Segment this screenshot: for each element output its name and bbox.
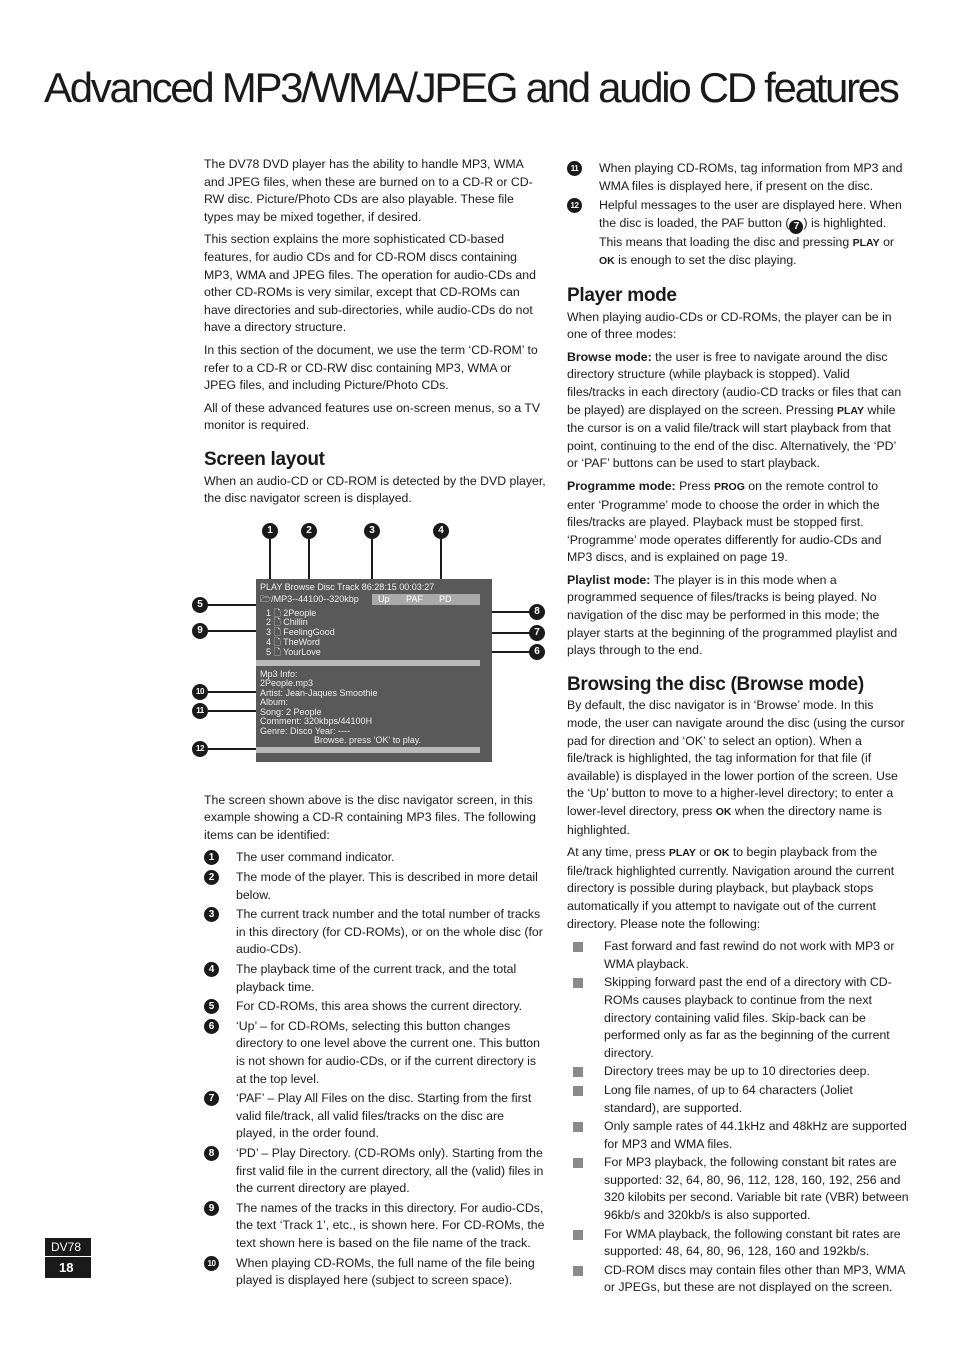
number-badge: 9 [204,1201,219,1216]
item-text: ‘PD’ – Play Directory. (CD-ROMs only). Starting from the first valid file in the current directory, all the (valid) files in the current directory are played. [236,1145,544,1196]
item-text: For CD-ROMs, this area shows the current directory. [236,999,523,1014]
list-item [204,1255,546,1290]
bullet-text: CD-ROM discs may contain files other than MP3, WMA or JPEGs, but these are not displayed on the screen. [604,1262,905,1295]
list-item [567,197,909,271]
bullet-item [567,938,909,973]
file-icon: 🗋 [271,637,284,648]
track-row[interactable] [266,648,321,658]
callout-10: 10 [192,684,208,700]
item-text: When playing CD-ROMs, the full name of the file being played is displayed here (subject to screen space). [236,1255,535,1288]
list-item [204,998,546,1016]
directory-path: /MP3--44100--320kbp [271,593,359,604]
number-badge: 1 [204,850,219,865]
item-text: The playback time of the current track, and the total playback time. [236,962,517,994]
bullet-text: For WMA playback, the following constant bit rates are supported: 48, 64, 80, 96, 128, 160 and 192kb/s. [604,1226,901,1259]
item-text: ‘PAF’ – Play All Files on the disc. Starting from the first valid file/track, all valid files/tracks on the disc are played, in the order found. [236,1091,532,1141]
bullet-square-icon [573,942,583,952]
list-item [204,1145,546,1198]
number-badge: 12 [567,198,582,213]
file-icon: 🗋 [271,627,284,638]
screen-layout-heading: Screen layout [204,448,325,470]
list-item [204,869,546,904]
intro-paragraph: All of these advanced features use on-screen menus, so a TV monitor is required. [204,400,541,433]
info-line: Artist: Jean-Jaques Smoothie [260,687,378,698]
bullet-text: For MP3 playback, the following constant bit rates are supported: 32, 64, 80, 96, 112, 128, 160, 192, 256 and 320 kilobits per second. Variable bit rate (VBR) between 96kb/s and 320kb/s is also supported. [604,1155,909,1223]
model-label: DV78 [45,1238,91,1256]
file-icon: 🗋 [271,646,284,657]
callout-9: 9 [192,623,208,639]
item-list [204,849,546,1289]
divider-bar [256,660,480,666]
file-icon: 🗋 [271,617,284,628]
bullet-square-icon [573,1158,583,1168]
callout-6: 6 [529,644,545,660]
number-badge: 7 [204,1091,219,1106]
number-badge: 2 [204,870,219,885]
bullet-square-icon [573,1086,583,1096]
number-badge: 4 [204,962,219,977]
callout-1: 1 [262,523,278,539]
up-button[interactable]: Up [378,593,390,604]
bullet-text: Skipping forward past the end of a directory with CD-ROMs causes playback to continue from the next directory containing valid files. Skip-back can be performed only as far as the beginning of the current directory. [604,975,892,1060]
item-text: The names of the tracks in this directory. For audio-CDs, the text ‘Track 1’, etc., is shown here. For CD-ROMs, the text shown here is based on the file name of the track. [236,1200,545,1250]
page-title: Advanced MP3/WMA/JPEG and audio CD features [44,64,898,111]
bullet-item [567,1082,909,1117]
callout-8: 8 [529,604,545,620]
track-name: TheWord [283,637,320,648]
list-item [204,1018,546,1088]
item-text: The current track number and the total number of tracks in this directory (for CD-ROMs), or on the whole disc (for audio-CDs). [236,907,543,957]
list-item [204,1090,546,1143]
callout-4: 4 [433,523,449,539]
callout-2: 2 [301,523,317,539]
right-column [567,160,909,1298]
divider-bar [256,747,480,753]
callout-11: 11 [192,703,208,719]
bullet-square-icon [573,1230,583,1240]
bullet-text: Long file names, of up to 64 characters (Joliet standard), are supported. [604,1082,853,1115]
list-item [204,849,546,867]
item-text: The user command indicator. [236,850,395,865]
help-message: Browse. press ‘OK’ to play. [314,735,422,746]
info-line: Genre: Disco Year: ---- [260,725,351,736]
track-number: 2 [266,617,272,628]
page-footer [45,1238,91,1278]
track-name: Chillin [283,617,308,628]
paf-button[interactable]: PAF [406,593,423,604]
programme-mode-paragraph: Programme mode: Press PROG on the remote control to enter ‘Programme’ mode to choose the order in which the files/tracks are played. Playback must be stopped first. ‘Programme’ mode operates differently for audio-CDs and MP3 discs, and is explained on page 19. [567,478,882,565]
browsing-heading: Browsing the disc (Browse mode) [567,673,864,695]
pd-button[interactable]: PD [439,593,452,604]
callout-3: 3 [364,523,380,539]
player-mode-intro: When playing audio-CDs or CD-ROMs, the player can be in one of three modes: [567,309,892,342]
track-number: 4 [266,637,272,648]
info-line: Mp3 Info: [260,668,298,679]
folder-icon: 🗁 [260,593,272,604]
intro-paragraph: The DV78 DVD player has the ability to handle MP3, WMA and JPEG files, when these are burned on to a CD-R or CD-RW disc. Picture/Photo CDs are also playable. These file types may be mixed together, if desired. [204,157,533,224]
info-line: Album: [260,697,289,708]
player-mode-heading: Player mode [567,284,677,306]
callout-12: 12 [192,741,208,757]
number-badge: 5 [204,999,219,1014]
item-text: ‘Up’ – for CD-ROMs, selecting this button changes directory to one level above the current one. This button is not shown for audio-CDs, or if the current directory is at the top level. [236,1018,540,1086]
left-column [196,156,546,1292]
bullet-item [567,974,909,1062]
bullet-text: Only sample rates of 44.1kHz and 48kHz are supported for MP3 and WMA files. [604,1119,907,1151]
track-number: 1 [266,607,272,618]
browse-mode-paragraph: Browse mode: the user is free to navigate around the disc directory structure (while playback is stopped). Valid files/tracks in each directory (audio-CD tracks or files that can be played) are displayed on the screen. Pressing PLAY while the cursor is on a valid file/track will start playback from that point, continuing to the end of the disc. Alternatively, the ‘PD’ or ‘PAF’ buttons can be used to start playback. [567,349,902,471]
info-filename: 2People.mp3 [260,678,314,689]
status-line: PLAY Browse Disc Track 86:28:15 00:03:27 [260,581,435,592]
current-directory [260,595,359,605]
list-item [567,160,909,195]
item-text: The mode of the player. This is described in more detail below. [236,870,538,902]
bullet-item [567,1118,909,1153]
intro-paragraph: This section explains the more sophisticated CD-based features, for audio CDs and for CD-ROM discs containing MP3, WMA and JPEG files. The operation for audio-CDs and other CD-ROMs is very similar, except that CD-ROMs can have directories and sub-directories, while audio-CDs do not have a directory structure. [204,232,536,335]
callout-5: 5 [192,597,208,613]
track-number: 5 [266,646,272,657]
bullet-square-icon [573,1266,583,1276]
track-number: 3 [266,627,272,638]
bullet-square-icon [573,978,583,988]
list-item [204,1200,546,1253]
browsing-paragraph: At any time, press PLAY or OK to begin playback from the file/track highlighted currently. Navigation around the current directory is possible during playback, but playback stops automatically if you attempt to navigate out of the current directory. Please note the following: [567,845,895,931]
list-item [204,961,546,996]
bullet-square-icon [573,1122,583,1132]
after-screen-paragraph: The screen shown above is the disc navigator screen, in this example showing a CD-R containing MP3 files. The following items can be identified: [204,792,536,842]
callout-7: 7 [529,625,545,641]
number-badge: 11 [567,161,582,176]
bullet-text: Fast forward and fast rewind do not work with MP3 or WMA playback. [604,939,895,971]
navigator-screen [256,579,492,762]
track-name: 2People [283,607,317,618]
bullet-square-icon [573,1067,583,1077]
file-icon: 🗋 [271,607,284,618]
disc-navigator-diagram [196,520,546,780]
number-badge: 6 [204,1019,219,1034]
info-line: Song: 2 People [260,706,322,717]
bullet-list [567,938,909,1297]
bullet-text: Directory trees may be up to 10 directories deep. [604,1064,870,1079]
item-text: When playing CD-ROMs, tag information from MP3 and WMA files is displayed here, if present on the disc. [599,161,903,193]
number-badge: 8 [204,1146,219,1161]
bullet-item [567,1063,909,1081]
number-badge: 10 [204,1256,219,1271]
item-text: Helpful messages to the user are displayed here. When the disc is loaded, the PAF button ( 7 ) is highlighted. This means that loading the disc and pressing PLAY or OK is enough to set the disc playing. [599,198,902,268]
info-line: Comment: 320kbps/44100H [260,716,373,727]
intro-paragraph: In this section of the document, we use the term ‘CD-ROM’ to refer to a CD-R or CD-RW disc containing MP3, WMA or JPEG files, and including Picture/Photo CDs. [204,342,538,393]
page-number: 18 [45,1257,91,1278]
bullet-item [567,1226,909,1261]
browsing-paragraph: By default, the disc navigator is in ‘Browse’ mode. In this mode, the user can navigate around the disc (using the cursor pad for direction and ‘OK’ to select an option). When a file/track is highlighted, the tag information for that file (if available) is displayed in the lower portion of the screen. Use the ‘Up’ button to move to a higher-level directory; to enter a lower-level directory, press OK when the directory name is highlighted. [567,698,905,837]
ref-badge: 7 [789,220,803,234]
list-item [204,906,546,959]
track-name: FeelingGood [283,627,335,638]
number-badge: 3 [204,907,219,922]
bullet-item [567,1262,909,1297]
track-name: YourLove [283,646,321,657]
screen-layout-intro: When an audio-CD or CD-ROM is detected by the DVD player, the disc navigator screen is displayed. [204,473,546,506]
bullet-item [567,1154,909,1224]
playlist-mode-paragraph: Playlist mode: The player is in this mode when a programmed sequence of files/tracks is being played. No navigation of the disc may be performed in this mode; the player starts at the beginning of the programmed playlist and plays through to the end. [567,572,898,658]
